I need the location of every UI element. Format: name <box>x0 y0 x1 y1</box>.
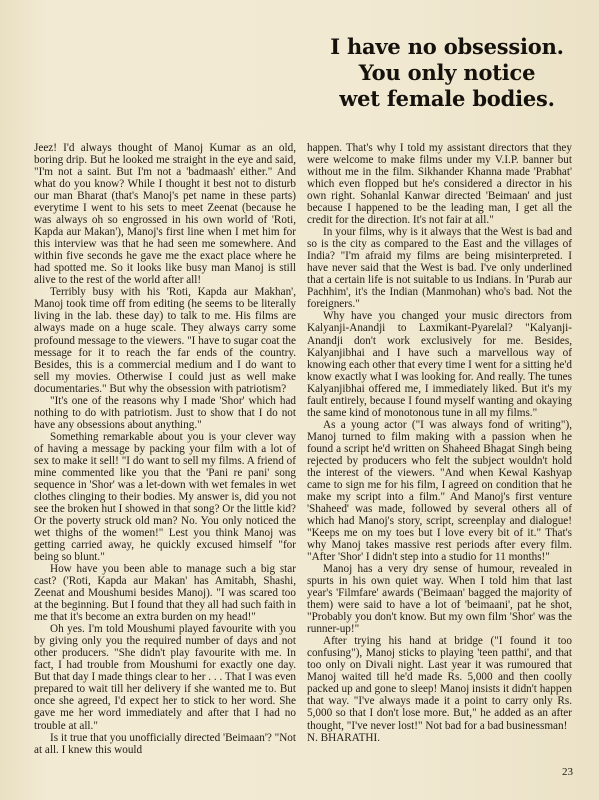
paragraph: In your films, why is it always that the West is bad and so is the city as compared to the East and the villages of India? "I'm afraid my films are being misinterpreted. I have never said that the West is bad. I've only underlined that a certain life is not suitable to us Indians. In 'Purab aur Pachhim', it's the Indian (Manmohan) who's bad. Not the foreigners." <box>307 226 572 311</box>
article-headline <box>302 34 592 112</box>
paragraph: Oh yes. I'm told Moushumi played favourite with you by giving only you the required number of days and not other producers. "She didn't play favourite with me. In fact, I had trouble from Moushumi for exactly one day. But that day I made things clear to her . . . That I was even prepared to wait till her delivery if she wanted me to. But once she agreed, I'd expect her to stick to her word. She gave me her word immediately and after that I had no trouble at all." <box>34 623 296 732</box>
paragraph: Jeez! I'd always thought of Manoj Kumar as an old, boring drip. But he looked me straight in the eye and said, "I'm not a saint. But I'm not a 'badmaash' either." And what do you know? While I thought it best not to disturb our man Bharat (that's Manoj's pet name in these parts) everytime I went to his sets to meet Zeenat (because he was always oh so engrossed in his own world of 'Roti, Kapda aur Makan'), Manoj's first line when I met him for this interview was that he had seen me somewhere. And within five seconds he gave me the exact place where he had spotted me. So it looks like busy man Manoj is still alive to the rest of the world after all! <box>34 142 296 287</box>
headline-line-2: You only notice <box>358 60 536 85</box>
right-column <box>307 142 572 744</box>
paragraph: Why have you changed your music directors from Kalyanji-Anandji to Laxmikant-Pyarelal? "Kalyanji-Anandji don't work exclusively for me. Besides, Kalyanjibhai and I have such a marvellous way of knowing each other that every time I went for a sitting he'd know exactly what I was looking for. And really. The tunes Kalyanjibhai offered me, I immediately liked. But it's my fault entirely, because I found myself wanting and okaying the same kind of monotonous tune in all my films." <box>307 310 572 419</box>
page-number: 23 <box>562 766 573 778</box>
paragraph: "It's one of the reasons why I made 'Shor' which had nothing to do with patriotism. Just to show that I do not have any obsessions about anything." <box>34 394 296 431</box>
paragraph: As a young actor ("I was always fond of writing"), Manoj turned to film making with a passion when he found a script he'd written on Shaheed Bhagat Singh being rejected by producers who felt the subject wouldn't hold the interest of the viewers. "And when Kewal Kashyap came to sign me for his film, I agreed on condition that he make my script into a film." And Manoj's first venture 'Shaheed' was made, followed by several others all of which had Manoj's story, script, screenplay and dialogue! "Keeps me on my toes but I love every bit of it." That's why Manoj takes massive rest periods after every film. "After 'Shor' I didn't step into a studio for 11 months!" <box>307 418 572 564</box>
headline-line-3: wet female bodies. <box>339 86 555 111</box>
paragraph: Something remarkable about you is your clever way of having a message by packing your film with a lot of sex to make it sell! "I do want to sell my films. A friend of mine commented like you that the 'Pani re pani' song sequence in 'Shor' was a let-down with wet females in wet clothes clinging to their bodies. My answer is, did you not see the broken hut I showed in that song? Or the little kid? Or the poverty struck old man? No. You only noticed the wet thighs of the women!" Lest you think Manoj was getting carried away, he quickly excused himself "for being so blunt." <box>34 430 296 564</box>
paragraph: happen. That's why I told my assistant directors that they were welcome to make films under my V.I.P. banner but without me in the film. Sikhander Khanna made 'Prabhat' which even flopped but he's considered a director in his own right. Sohanlal Kanwar directed 'Beimaan' and just because I happened to be the leading man, I get all the credit for the direction. It's not fair at all." <box>307 142 572 227</box>
paragraph: Manoj has a very dry sense of humour, revealed in spurts in his own quiet way. When I told him that last year's 'Filmfare' awards ('Beimaan' bagged the majority of them) were said to have a lot of 'beimaani', pat he shot, "Probably you don't know. But my own film 'Shor' was the runner-up!" <box>307 563 572 636</box>
paragraph: Terribly busy with his 'Roti, Kapda aur Makhan', Manoj took time off from editing (he seems to be literally living in the lab. these day) to talk to me. His films are always made on a huge scale. They always carry some profound message to the viewers. "I have to sugar coat the message for it to reach the far ends of the country. Besides, this is a commercial medium and I do want to sell my movies. Otherwise I could just as well make documentaries." But why the obsession with patriotism? <box>34 286 296 395</box>
author-byline: N. BHARATHI. <box>307 731 381 744</box>
paragraph: After trying his hand at bridge ("I found it too confusing"), Manoj sticks to playing 'teen patthi', and that too only on Divali night. Last year it was rumoured that Manoj waited till he'd made Rs. 5,000 and then coolly packed up and gone to sleep! Manoj insists it didn't happen that way. "I've always made it a point to carry only Rs. 5,000 so that I don't lose more. But," he added as an after thought, "I've never lost!" Not bad for a bad businessman! <box>307 635 572 732</box>
paragraph: How have you been able to manage such a big star cast? ('Roti, Kapda aur Makan' has Amitabh, Shashi, Zeenat and Moushumi besides Manoj). "I was scared too at the beginning. But I found that they all had such faith in me that it's become an extra burden on my head!" <box>34 563 296 624</box>
left-column <box>34 142 296 756</box>
paragraph: Is it true that you unofficially directed 'Beimaan'? "Not at all. I knew this would <box>34 731 296 756</box>
headline-line-1: I have no obsession. <box>330 34 564 59</box>
